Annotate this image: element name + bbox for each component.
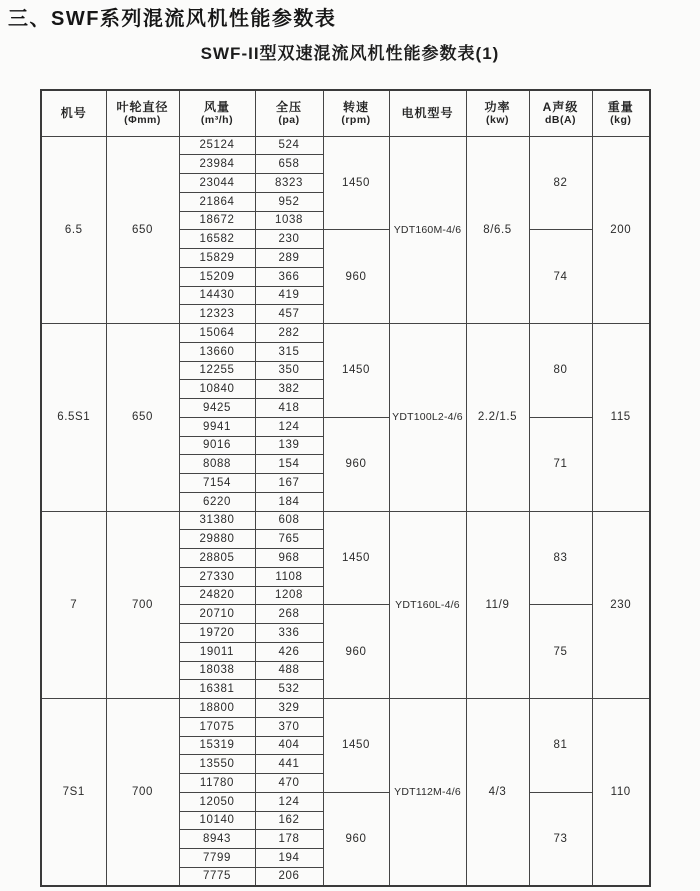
pressure-cell: 124 bbox=[255, 792, 323, 811]
flow-cell: 15209 bbox=[179, 267, 255, 286]
pressure-cell: 418 bbox=[255, 399, 323, 418]
flow-cell: 18038 bbox=[179, 661, 255, 680]
pressure-cell: 206 bbox=[255, 867, 323, 886]
noise-high-cell: 81 bbox=[529, 699, 592, 793]
pressure-cell: 162 bbox=[255, 811, 323, 830]
header-diameter bbox=[106, 90, 179, 136]
pressure-cell: 952 bbox=[255, 192, 323, 211]
header-pressure-unit: (pa) bbox=[278, 114, 300, 127]
pressure-cell: 370 bbox=[255, 717, 323, 736]
pressure-cell: 1208 bbox=[255, 586, 323, 605]
header-power bbox=[466, 90, 529, 136]
power-cell: 11/9 bbox=[466, 511, 529, 699]
header-speed-unit: (rpm) bbox=[341, 114, 371, 127]
weight-cell: 230 bbox=[592, 511, 650, 699]
flow-cell: 19011 bbox=[179, 642, 255, 661]
model-cell: 6.5S1 bbox=[41, 324, 106, 512]
header-speed bbox=[323, 90, 389, 136]
pressure-cell: 167 bbox=[255, 474, 323, 493]
flow-cell: 12255 bbox=[179, 361, 255, 380]
flow-cell: 13550 bbox=[179, 755, 255, 774]
motor-cell: YDT160L-4/6 bbox=[389, 511, 466, 699]
pressure-cell: 608 bbox=[255, 511, 323, 530]
flow-cell: 21864 bbox=[179, 192, 255, 211]
weight-cell: 110 bbox=[592, 699, 650, 887]
power-cell: 2.2/1.5 bbox=[466, 324, 529, 512]
pressure-cell: 178 bbox=[255, 830, 323, 849]
pressure-cell: 658 bbox=[255, 155, 323, 174]
table-row bbox=[41, 699, 650, 718]
pressure-cell: 366 bbox=[255, 267, 323, 286]
flow-cell: 13660 bbox=[179, 342, 255, 361]
flow-cell: 28805 bbox=[179, 549, 255, 568]
speed-low-cell: 960 bbox=[323, 792, 389, 886]
flow-cell: 19720 bbox=[179, 624, 255, 643]
diameter-cell: 650 bbox=[106, 324, 179, 512]
pressure-cell: 441 bbox=[255, 755, 323, 774]
pressure-cell: 404 bbox=[255, 736, 323, 755]
pressure-cell: 184 bbox=[255, 492, 323, 511]
noise-low-cell: 71 bbox=[529, 417, 592, 511]
flow-cell: 8088 bbox=[179, 455, 255, 474]
header-power-label: 功率 bbox=[484, 100, 511, 115]
pressure-cell: 194 bbox=[255, 849, 323, 868]
flow-cell: 29880 bbox=[179, 530, 255, 549]
motor-cell: YDT112M-4/6 bbox=[389, 699, 466, 887]
table-subtitle: SWF-II型双速混流风机性能参数表(1) bbox=[200, 44, 500, 63]
table-row bbox=[41, 324, 650, 343]
weight-cell: 115 bbox=[592, 324, 650, 512]
flow-cell: 12050 bbox=[179, 792, 255, 811]
flow-cell: 8943 bbox=[179, 830, 255, 849]
flow-cell: 9941 bbox=[179, 417, 255, 436]
header-noise-label: A声级 bbox=[542, 100, 579, 115]
pressure-cell: 8323 bbox=[255, 174, 323, 193]
weight-cell: 200 bbox=[592, 136, 650, 324]
header-diameter-unit: (Φmm) bbox=[124, 114, 161, 127]
header-motor-label: 电机型号 bbox=[401, 106, 454, 121]
motor-cell: YDT160M-4/6 bbox=[389, 136, 466, 324]
header-weight-label: 重量 bbox=[607, 100, 634, 115]
flow-cell: 24820 bbox=[179, 586, 255, 605]
pressure-cell: 1108 bbox=[255, 567, 323, 586]
header-flow-unit: (m³/h) bbox=[200, 114, 234, 127]
flow-cell: 9425 bbox=[179, 399, 255, 418]
flow-cell: 14430 bbox=[179, 286, 255, 305]
pressure-cell: 470 bbox=[255, 774, 323, 793]
pressure-cell: 329 bbox=[255, 699, 323, 718]
speed-high-cell: 1450 bbox=[323, 136, 389, 230]
speed-high-cell: 1450 bbox=[323, 699, 389, 793]
noise-low-cell: 74 bbox=[529, 230, 592, 324]
flow-cell: 25124 bbox=[179, 136, 255, 155]
noise-high-cell: 83 bbox=[529, 511, 592, 605]
noise-low-cell: 73 bbox=[529, 792, 592, 886]
header-model-label: 机号 bbox=[60, 106, 87, 121]
pressure-cell: 154 bbox=[255, 455, 323, 474]
page-title: 三、SWF系列混流风机性能参数表 bbox=[8, 8, 337, 30]
header-pressure bbox=[255, 90, 323, 136]
power-cell: 4/3 bbox=[466, 699, 529, 887]
speed-low-cell: 960 bbox=[323, 230, 389, 324]
pressure-cell: 139 bbox=[255, 436, 323, 455]
speed-high-cell: 1450 bbox=[323, 511, 389, 605]
speed-low-cell: 960 bbox=[323, 417, 389, 511]
flow-cell: 16381 bbox=[179, 680, 255, 699]
flow-cell: 7799 bbox=[179, 849, 255, 868]
flow-cell: 16582 bbox=[179, 230, 255, 249]
table-row bbox=[41, 136, 650, 155]
header-power-unit: (kw) bbox=[486, 114, 509, 127]
noise-low-cell: 75 bbox=[529, 605, 592, 699]
flow-cell: 12323 bbox=[179, 305, 255, 324]
header-flow bbox=[179, 90, 255, 136]
header-row bbox=[41, 90, 650, 136]
flow-cell: 10140 bbox=[179, 811, 255, 830]
header-noise-unit: dB(A) bbox=[544, 114, 577, 127]
flow-cell: 15829 bbox=[179, 249, 255, 268]
flow-cell: 31380 bbox=[179, 511, 255, 530]
flow-cell: 23984 bbox=[179, 155, 255, 174]
header-noise bbox=[529, 90, 592, 136]
pressure-cell: 282 bbox=[255, 324, 323, 343]
pressure-cell: 336 bbox=[255, 624, 323, 643]
header-weight bbox=[592, 90, 650, 136]
flow-cell: 9016 bbox=[179, 436, 255, 455]
speed-low-cell: 960 bbox=[323, 605, 389, 699]
header-weight-unit: (kg) bbox=[610, 114, 632, 127]
table-row bbox=[41, 511, 650, 530]
flow-cell: 6220 bbox=[179, 492, 255, 511]
flow-cell: 18800 bbox=[179, 699, 255, 718]
model-cell: 7S1 bbox=[41, 699, 106, 887]
header-model bbox=[41, 90, 106, 136]
diameter-cell: 700 bbox=[106, 699, 179, 887]
flow-cell: 7154 bbox=[179, 474, 255, 493]
pressure-cell: 457 bbox=[255, 305, 323, 324]
flow-cell: 15319 bbox=[179, 736, 255, 755]
pressure-cell: 315 bbox=[255, 342, 323, 361]
pressure-cell: 382 bbox=[255, 380, 323, 399]
pressure-cell: 124 bbox=[255, 417, 323, 436]
header-diameter-label: 叶轮直径 bbox=[116, 100, 169, 115]
pressure-cell: 488 bbox=[255, 661, 323, 680]
header-motor bbox=[389, 90, 466, 136]
flow-cell: 10840 bbox=[179, 380, 255, 399]
flow-cell: 15064 bbox=[179, 324, 255, 343]
flow-cell: 20710 bbox=[179, 605, 255, 624]
flow-cell: 18672 bbox=[179, 211, 255, 230]
header-flow-label: 风量 bbox=[203, 100, 230, 115]
pressure-cell: 532 bbox=[255, 680, 323, 699]
flow-cell: 27330 bbox=[179, 567, 255, 586]
pressure-cell: 968 bbox=[255, 549, 323, 568]
flow-cell: 11780 bbox=[179, 774, 255, 793]
pressure-cell: 230 bbox=[255, 230, 323, 249]
pressure-cell: 1038 bbox=[255, 211, 323, 230]
header-pressure-label: 全压 bbox=[275, 100, 302, 115]
diameter-cell: 700 bbox=[106, 511, 179, 699]
motor-cell: YDT100L2-4/6 bbox=[389, 324, 466, 512]
noise-high-cell: 80 bbox=[529, 324, 592, 418]
pressure-cell: 419 bbox=[255, 286, 323, 305]
flow-cell: 23044 bbox=[179, 174, 255, 193]
flow-cell: 17075 bbox=[179, 717, 255, 736]
pressure-cell: 765 bbox=[255, 530, 323, 549]
pressure-cell: 524 bbox=[255, 136, 323, 155]
header-speed-label: 转速 bbox=[342, 100, 369, 115]
model-cell: 6.5 bbox=[41, 136, 106, 324]
fan-parameters-table bbox=[40, 89, 651, 887]
flow-cell: 7775 bbox=[179, 867, 255, 886]
pressure-cell: 268 bbox=[255, 605, 323, 624]
model-cell: 7 bbox=[41, 511, 106, 699]
power-cell: 8/6.5 bbox=[466, 136, 529, 324]
diameter-cell: 650 bbox=[106, 136, 179, 324]
pressure-cell: 350 bbox=[255, 361, 323, 380]
speed-high-cell: 1450 bbox=[323, 324, 389, 418]
pressure-cell: 426 bbox=[255, 642, 323, 661]
noise-high-cell: 82 bbox=[529, 136, 592, 230]
pressure-cell: 289 bbox=[255, 249, 323, 268]
